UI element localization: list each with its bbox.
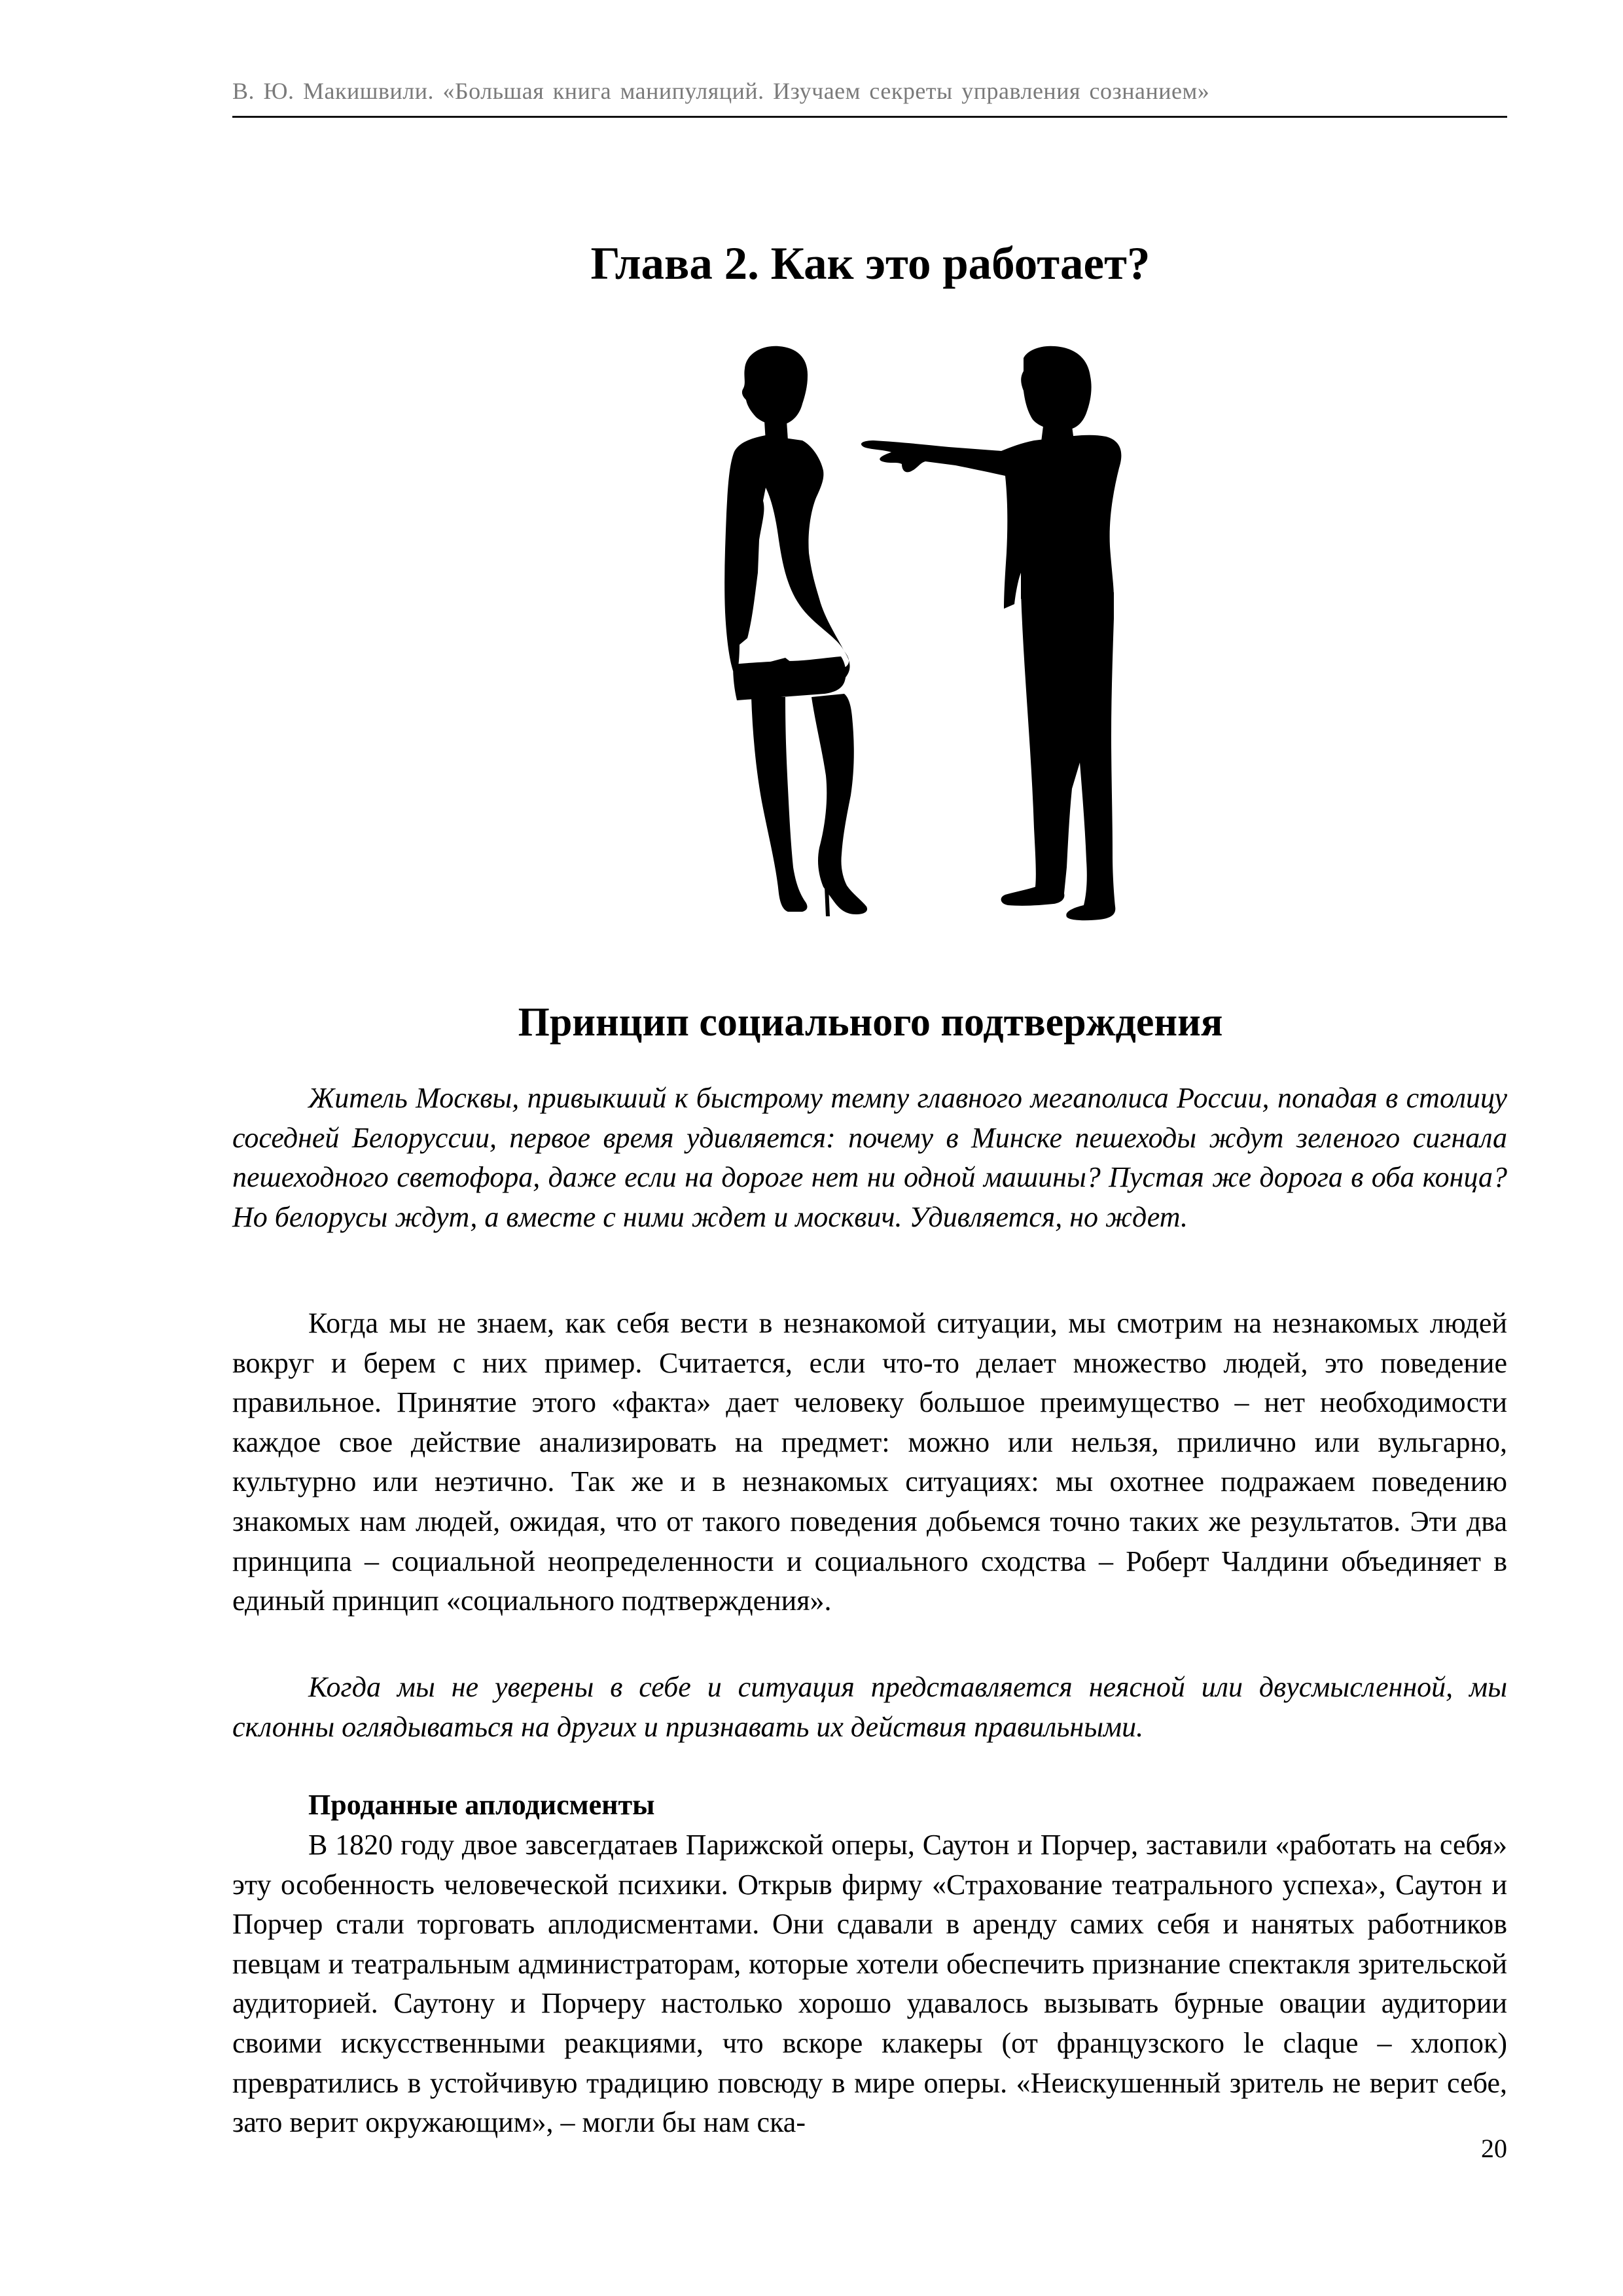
man-silhouette-icon xyxy=(861,346,1121,921)
body-paragraph-social-proof: Когда мы не знаем, как себя вести в незнакомой ситуации, мы смотрим на незнакомых людей вокруг и берем с них пример. Считается, если что-то делает множество людей, это поведение правильное. Принятие этого «факта» дает человеку большое преимущество – нет необходимости каждое свое действие анализировать на предмет: можно или нельзя, прилично или вульгарно, культурно или неэтично. Так же и в незнакомых ситуациях: мы охотнее подражаем поведению знакомых нам людей, ожидая, что от такого поведения добьемся точно таких же результатов. Эти два принципа – социальной неопределенности и социального сходства – Роберт Чалдини объединяет в единый принцип «социального подтверждения». xyxy=(232,1307,1507,1617)
woman-silhouette-icon xyxy=(724,346,867,916)
section-title: Принцип социального подтверждения xyxy=(518,1000,1223,1045)
header-divider xyxy=(232,116,1507,118)
intro-paragraph-italic: Житель Москвы, привыкший к быстрому темпу главного мегаполиса России, попадая в столицу соседней Белоруссии, первое время удивляется: почему в Минске пешеходы ждут зеленого сигнала пешеходного светофора, даже если на дороге нет ни одной машины? Пустая же дорога в оба конца? Но белорусы ждут, а вместе с ними ждет и москвич. Удивляется, но ждет. xyxy=(232,1082,1507,1233)
key-idea-paragraph-italic: Когда мы не уверены в себе и ситуация представляется неясной или двусмысленной, мы склонны оглядываться на других и признавать их действия правильными. xyxy=(232,1671,1507,1743)
silhouettes-illustration xyxy=(648,331,1152,933)
body-paragraph-sold-applause: В 1820 году двое завсегдатаев Парижской оперы, Саутон и Порчер, заставили «работать на себя» эту особенность человеческой психики. Открыв фирму «Страхование театрального успеха», Саутон и Порчер стали торговать аплодисментами. Они сдавали в аренду самих себя и нанятых работников певцам и театральным администраторам, которые хотели обеспечить признание спектакля зрительской аудиторией. Саутону и Порчеру настолько хорошо удавалось вызывать бурные овации аудитории своими искусственными реакциями, что вскоре клакеры (от французского le claque – хлопок) превратились в устойчивую традицию повсюду в мире оперы. «Неискушенный зритель не верит себе, зато верит окружающим», – могли бы нам ска- xyxy=(232,1829,1507,2139)
chapter-title: Глава 2. Как это работает? xyxy=(590,238,1150,289)
running-header: В. Ю. Макишвили. «Большая книга манипуляций. Изучаем секреты управления сознанием» xyxy=(232,78,1210,104)
subsection-title: Проданные аплодисменты xyxy=(308,1789,655,1821)
page-number: 20 xyxy=(1481,2134,1507,2163)
